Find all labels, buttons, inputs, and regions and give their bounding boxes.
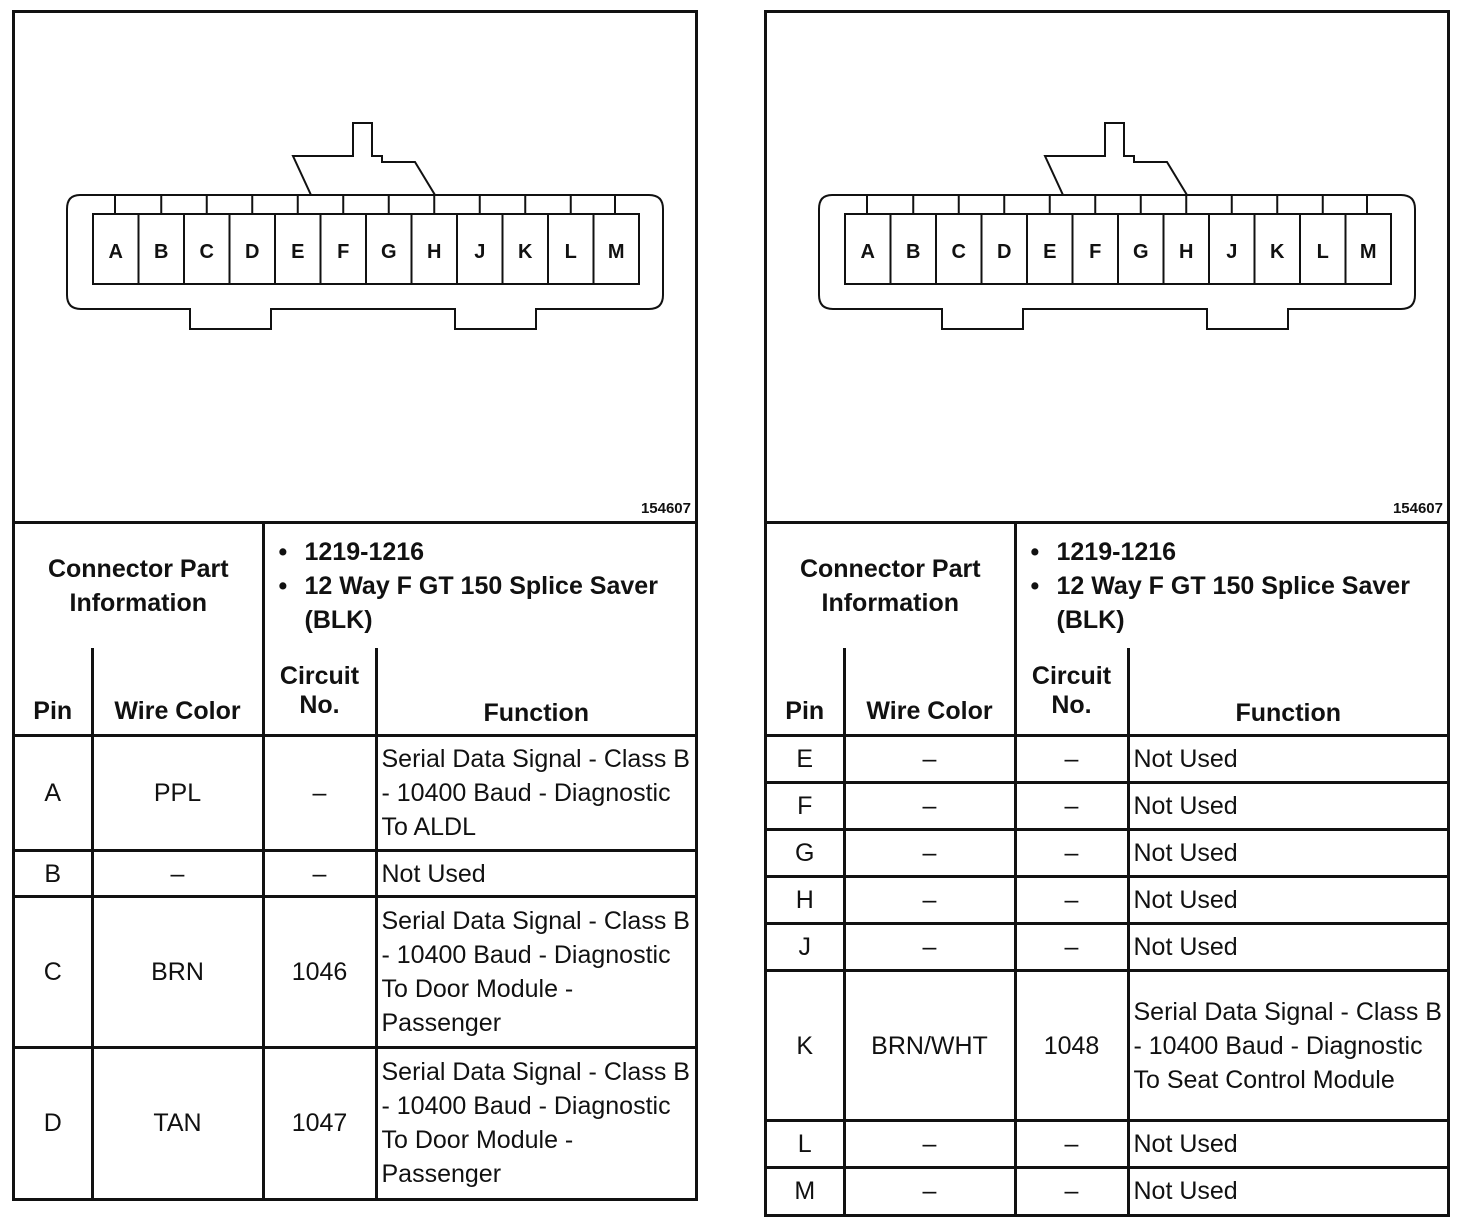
function-cell: Serial Data Signal - Class B - 10400 Baud - Diagnostic To Seat Control Module — [1128, 971, 1447, 1121]
wire-color-header: Wire Color — [844, 648, 1015, 736]
pin-label-e: E — [1043, 241, 1057, 263]
pin-label-d: D — [245, 241, 260, 263]
pin-label-c: C — [951, 241, 966, 263]
pin-header: Pin — [767, 648, 844, 736]
circuit-cell: – — [1015, 736, 1128, 783]
pin-label-f: F — [337, 241, 350, 263]
circuit-cell: 1046 — [263, 897, 376, 1048]
wire-color-header: Wire Color — [92, 648, 263, 736]
function-cell: Not Used — [1128, 830, 1447, 877]
part-description-item: • 12 Way F GT 150 Splice Saver (BLK) — [278, 572, 658, 634]
table-row — [767, 1168, 1447, 1214]
pin-cell: M — [767, 1168, 844, 1214]
pin-cell: J — [767, 924, 844, 971]
figure-id: 154607 — [1392, 500, 1443, 517]
pin-cell: F — [767, 783, 844, 830]
pin-label-f: F — [1089, 241, 1102, 263]
function-header: Function — [1128, 648, 1447, 736]
function-cell: Serial Data Signal - Class B - 10400 Baud - Diagnostic To Door Module - Passenger — [376, 1048, 695, 1198]
wire-color-cell: – — [844, 830, 1015, 877]
connector-face-drawing — [767, 13, 1447, 521]
wire-color-cell: BRN — [92, 897, 263, 1048]
wire-color-cell: – — [92, 851, 263, 897]
circuit-cell: – — [263, 736, 376, 851]
circuit-cell: – — [1015, 783, 1128, 830]
pin-label-l: L — [564, 241, 577, 263]
part-number-item: • 1219-1216 — [278, 538, 425, 566]
table-row — [767, 877, 1447, 924]
function-cell: Not Used — [376, 851, 695, 897]
circuit-cell: – — [1015, 1121, 1128, 1168]
table-row — [15, 897, 695, 1048]
circuit-header: Circuit No. — [1015, 648, 1128, 736]
pin-label-g: G — [1132, 241, 1149, 263]
pin-label-k: K — [1270, 241, 1285, 263]
pin-label-h: H — [427, 241, 442, 263]
connector-panel-left — [12, 10, 698, 1201]
pinout-table — [767, 648, 1447, 1214]
pinout-header-row — [15, 648, 695, 736]
wire-color-cell: – — [844, 1121, 1015, 1168]
circuit-cell: 1047 — [263, 1048, 376, 1198]
circuit-cell: 1048 — [1015, 971, 1128, 1121]
pin-label-m: M — [607, 241, 625, 263]
pin-label-h: H — [1179, 241, 1194, 263]
connector-info-table — [767, 524, 1447, 648]
figure-id: 154607 — [640, 500, 691, 517]
pinout-header-row — [767, 648, 1447, 736]
connector-diagram — [15, 13, 695, 524]
function-cell: Serial Data Signal - Class B - 10400 Baud - Diagnostic To ALDL — [376, 736, 695, 851]
pin-cell: B — [15, 851, 92, 897]
function-cell: Not Used — [1128, 877, 1447, 924]
pin-cell: H — [767, 877, 844, 924]
pin-cell: E — [767, 736, 844, 783]
connector-diagram — [767, 13, 1447, 524]
pin-label-c: C — [199, 241, 214, 263]
pin-label-b: B — [154, 241, 169, 263]
part-number-item: • 1219-1216 — [1030, 538, 1177, 566]
wire-color-cell: – — [844, 1168, 1015, 1214]
pin-label-b: B — [906, 241, 921, 263]
function-header: Function — [376, 648, 695, 736]
table-row — [767, 924, 1447, 971]
function-cell: Not Used — [1128, 1168, 1447, 1214]
pin-label-g: G — [380, 241, 397, 263]
pin-label-a: A — [108, 241, 123, 263]
wire-color-cell: – — [844, 783, 1015, 830]
pin-label-m: M — [1359, 241, 1377, 263]
circuit-cell: – — [1015, 1168, 1128, 1214]
pinout-table — [15, 648, 695, 1198]
circuit-cell: – — [1015, 830, 1128, 877]
table-row — [767, 783, 1447, 830]
function-cell: Not Used — [1128, 783, 1447, 830]
function-cell: Serial Data Signal - Class B - 10400 Baud - Diagnostic To Door Module - Passenger — [376, 897, 695, 1048]
wire-color-cell: PPL — [92, 736, 263, 851]
pin-cell: G — [767, 830, 844, 877]
circuit-cell: – — [1015, 877, 1128, 924]
pin-label-k: K — [518, 241, 533, 263]
wire-color-cell: TAN — [92, 1048, 263, 1198]
pin-cell: L — [767, 1121, 844, 1168]
pin-label-l: L — [1316, 241, 1329, 263]
circuit-cell: – — [263, 851, 376, 897]
connector-face-drawing — [15, 13, 695, 521]
wire-color-cell: – — [844, 736, 1015, 783]
circuit-cell: – — [1015, 924, 1128, 971]
table-row — [15, 1048, 695, 1198]
connector-part-info — [1015, 524, 1447, 648]
pin-cell: D — [15, 1048, 92, 1198]
wire-color-cell: – — [844, 924, 1015, 971]
part-description-item: • 12 Way F GT 150 Splice Saver (BLK) — [1030, 572, 1410, 634]
connector-part-label: Connector Part Information — [767, 524, 1015, 648]
wire-color-cell: – — [844, 877, 1015, 924]
pin-label-d: D — [997, 241, 1012, 263]
connector-info-table — [15, 524, 695, 648]
pin-label-j: J — [1226, 241, 1238, 263]
table-row — [15, 851, 695, 897]
function-cell: Not Used — [1128, 924, 1447, 971]
connector-part-info — [263, 524, 695, 648]
connector-part-label: Connector Part Information — [15, 524, 263, 648]
table-row — [767, 830, 1447, 877]
pin-cell: K — [767, 971, 844, 1121]
pin-cell: A — [15, 736, 92, 851]
function-cell: Not Used — [1128, 1121, 1447, 1168]
wire-color-cell: BRN/WHT — [844, 971, 1015, 1121]
pin-label-a: A — [860, 241, 875, 263]
connector-panel-right — [764, 10, 1450, 1217]
pin-label-e: E — [291, 241, 305, 263]
table-row — [767, 736, 1447, 783]
function-cell: Not Used — [1128, 736, 1447, 783]
pin-cell: C — [15, 897, 92, 1048]
pin-label-j: J — [474, 241, 486, 263]
circuit-header: Circuit No. — [263, 648, 376, 736]
table-row — [767, 971, 1447, 1121]
table-row — [767, 1121, 1447, 1168]
table-row — [15, 736, 695, 851]
pin-header: Pin — [15, 648, 92, 736]
